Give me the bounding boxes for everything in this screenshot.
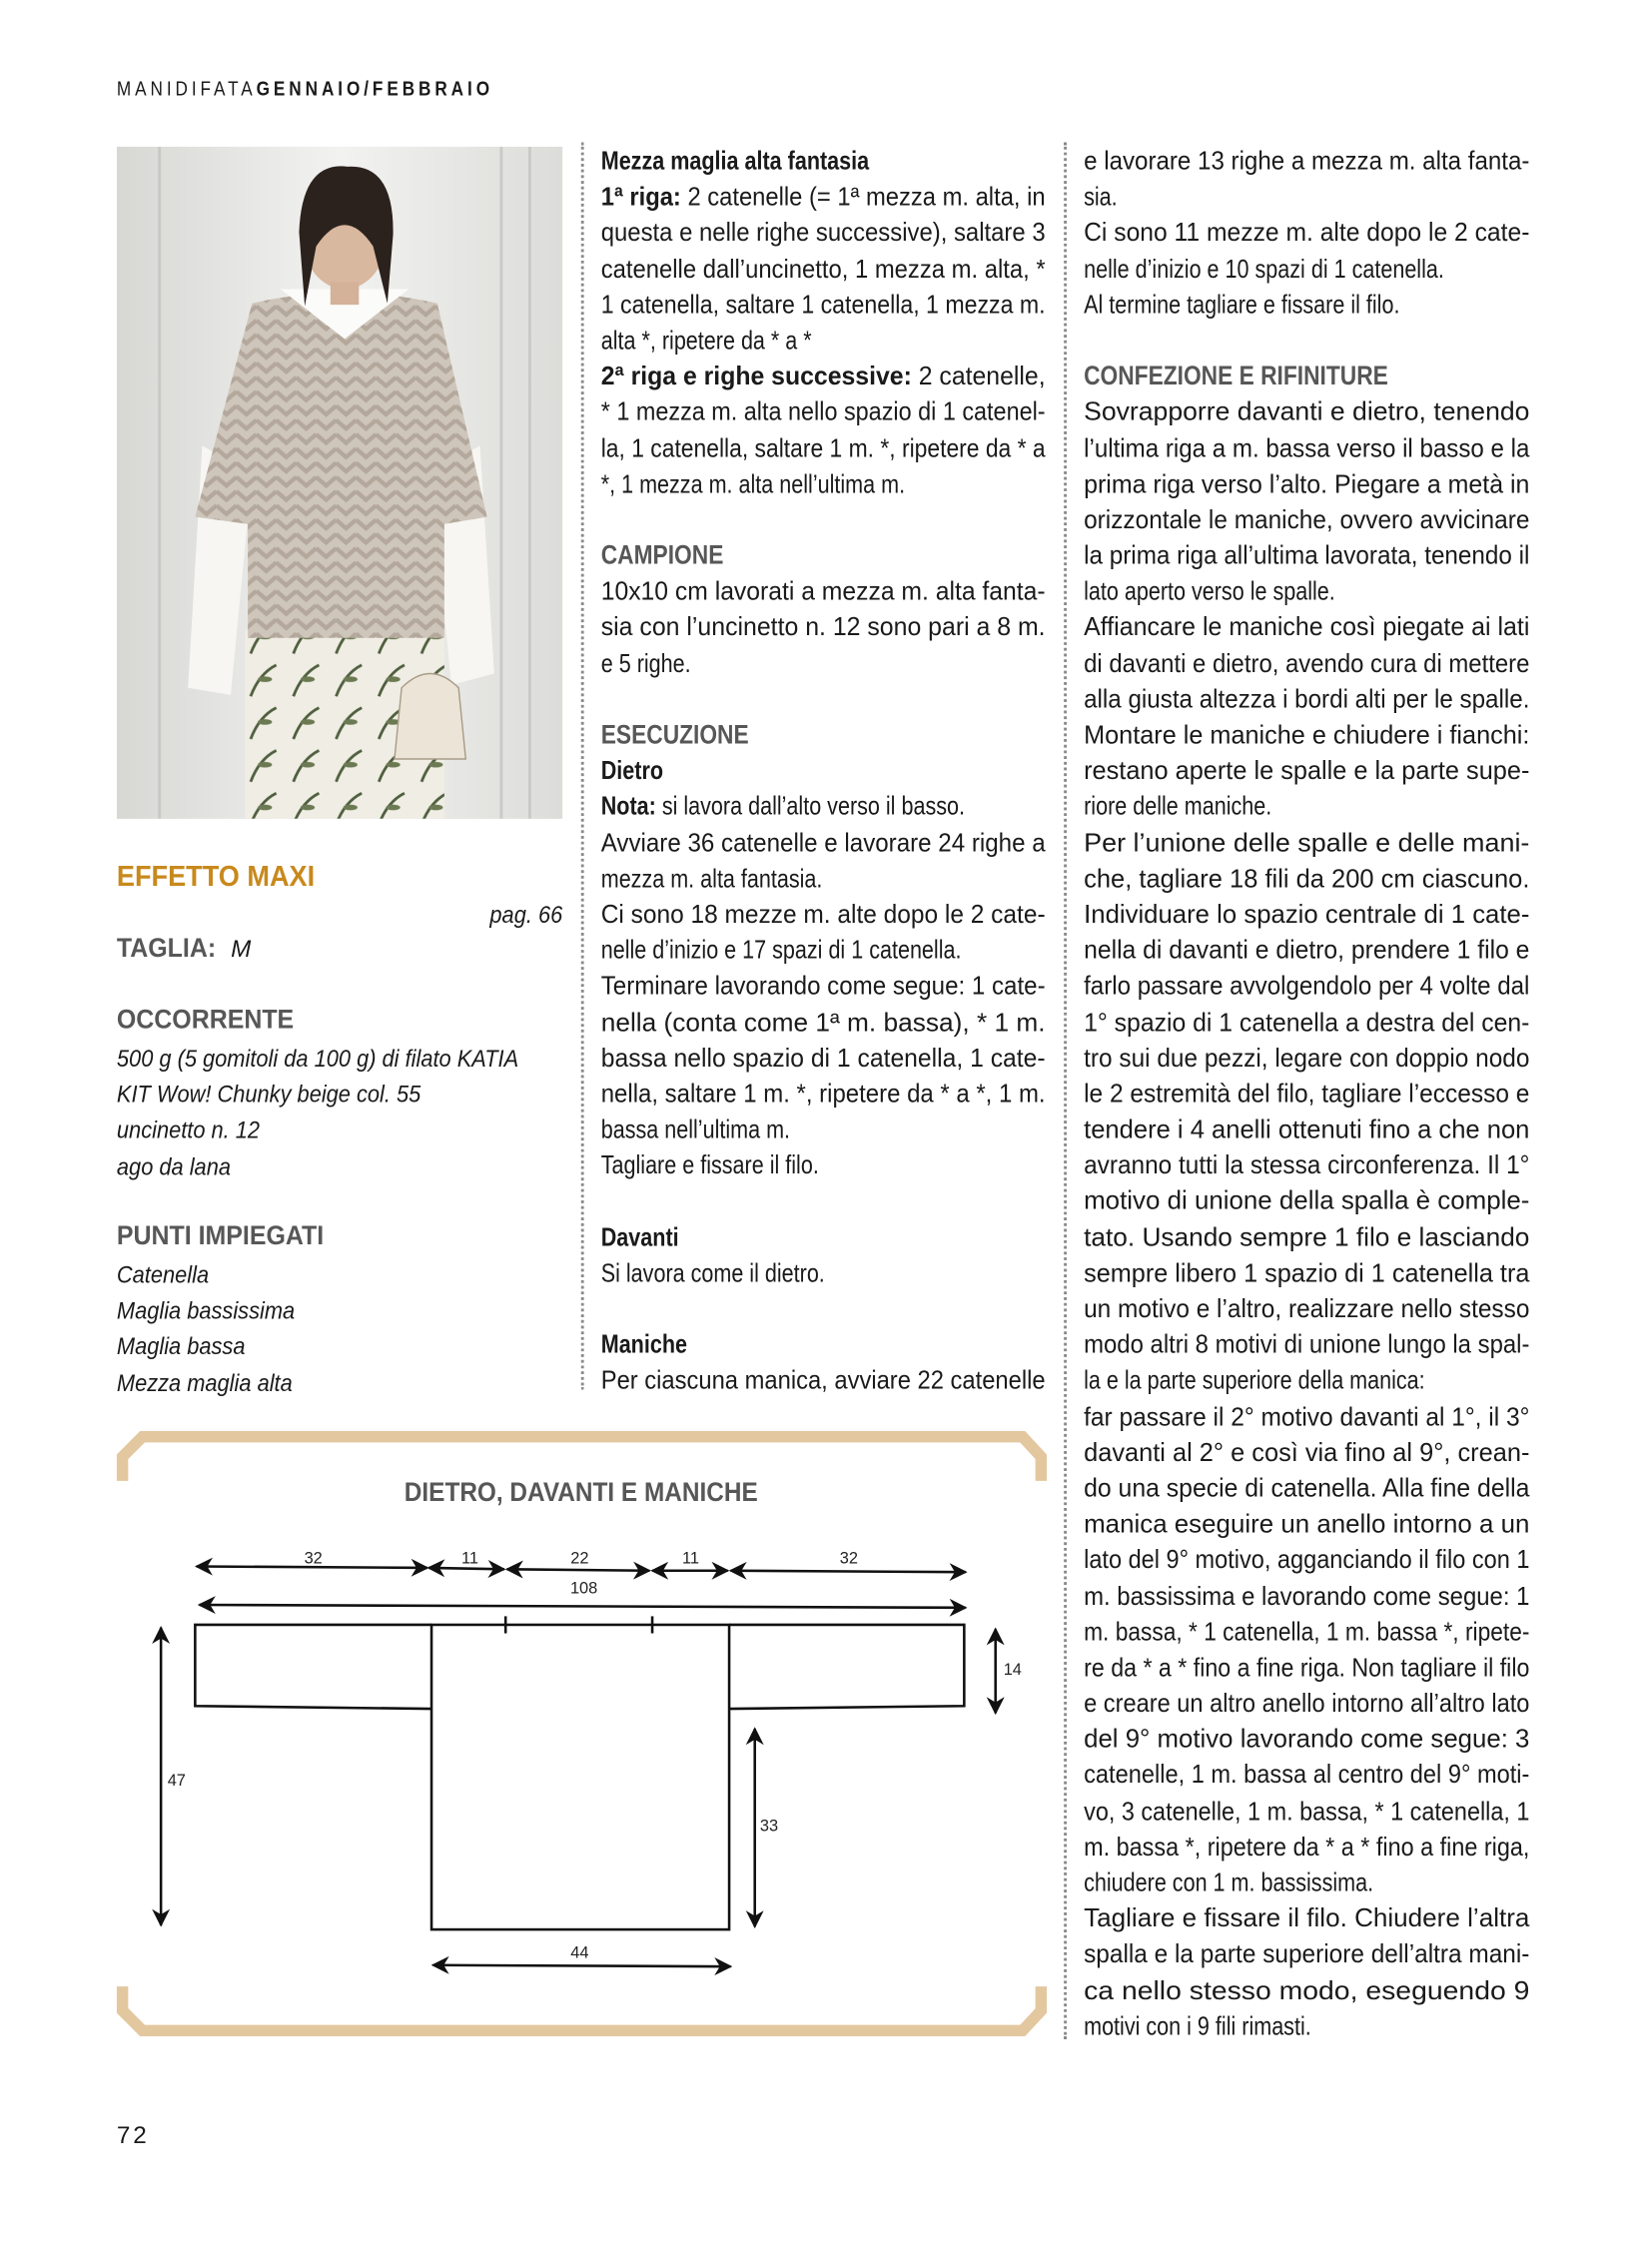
body-text: mezza m. alta fantasia. bbox=[600, 864, 823, 893]
body-text: nelle d’inizio e 17 spazi di 1 catenella. bbox=[600, 935, 962, 965]
arrow-shoulder-left bbox=[428, 1568, 504, 1569]
dim-label: 11 bbox=[461, 1549, 479, 1568]
body-text: re da * a * fino a fine riga. Non tagliare il filo bbox=[1084, 1653, 1530, 1682]
dim-label: 108 bbox=[569, 1579, 598, 1598]
body-text: sia. bbox=[1084, 182, 1118, 212]
heading-text: CONFEZIONE E RIFINITURE bbox=[1084, 362, 1388, 392]
body-text: sia con l’uncinetto n. 12 sono pari a 8 m. bbox=[600, 612, 1046, 642]
body-text: Sovrapporre davanti e dietro, tenendo bbox=[1084, 397, 1530, 426]
materials-item: ago da lana bbox=[116, 1152, 231, 1180]
body-text: m. bassissima e lavorando come segue: 1 bbox=[1084, 1581, 1530, 1610]
stitch-item: Mezza maglia alta bbox=[116, 1369, 293, 1397]
body-text: tro sui due pezzi, legare con doppio nodo bbox=[1084, 1043, 1530, 1073]
body-text: davanti al 2° e così via fino al 9°, crean- bbox=[1084, 1437, 1530, 1467]
heading-text: ESECUZIONE bbox=[600, 720, 749, 751]
body-text: l’ultima riga a m. bassa verso il basso e la bbox=[1084, 433, 1530, 462]
diagram-frame bbox=[123, 1437, 1042, 2031]
body-text: m. bassa, * 1 catenella, 1 m. bassa *, ripete- bbox=[1084, 1617, 1530, 1646]
body-text: nella di davanti e dietro, prendere 1 filo e bbox=[1084, 935, 1530, 965]
body-text: Individuare lo spazio centrale di 1 cate- bbox=[1084, 900, 1530, 929]
body-text: Tagliare e fissare il filo. bbox=[600, 1150, 819, 1180]
body-text: Ci sono 11 mezze m. alte dopo le 2 cate- bbox=[1084, 218, 1530, 248]
dim-label: 33 bbox=[759, 1817, 779, 1836]
body-text: nella, saltare 1 m. *, ripetere da * a *, 1 m. bbox=[600, 1079, 1046, 1109]
body-text: modo altri 8 motivi di unione lungo la spal- bbox=[1084, 1330, 1530, 1359]
body-piece bbox=[431, 1625, 729, 1929]
body-text: Ci sono 18 mezze m. alte dopo le 2 cate- bbox=[600, 900, 1046, 929]
body-text: restano aperte le spalle e la parte supe- bbox=[1084, 756, 1530, 785]
bold-text: Davanti bbox=[600, 1222, 679, 1251]
body-text: sempre libero 1 spazio di 1 catenella tra bbox=[1084, 1258, 1530, 1287]
body-text: e creare un altro anello intorno all’altro lato bbox=[1084, 1689, 1530, 1718]
body-text: motivo di unione della spalla è comple- bbox=[1084, 1186, 1530, 1215]
body-text: spalla e la parte superiore dell’altra mani- bbox=[1084, 1939, 1530, 1969]
dim-label: 47 bbox=[167, 1772, 186, 1791]
body-text: ca nello stesso modo, eseguendo 9 bbox=[1084, 1975, 1530, 2005]
body-text: un motivo e l’altro, realizzare nello stesso bbox=[1084, 1294, 1530, 1323]
body-text: chiudere con 1 m. bassissima. bbox=[1084, 1868, 1374, 1897]
body-text: Avviare 36 catenelle e lavorare 24 righe a bbox=[600, 828, 1046, 857]
body-text: vo, 3 catenelle, 1 m. bassa, * 1 catenella, 1 bbox=[1084, 1796, 1530, 1826]
dim-label: 44 bbox=[570, 1943, 589, 1962]
body-text: 2 catenelle (= 1ª mezza m. alta, in bbox=[687, 182, 1046, 212]
arrow-total-width bbox=[200, 1605, 966, 1608]
body-text: Per ciascuna manica, avviare 22 catenelle bbox=[600, 1365, 1046, 1395]
body-text: 1° spazio di 1 catenella a destra del cen- bbox=[1084, 1007, 1530, 1037]
dim-label: 32 bbox=[304, 1549, 323, 1568]
stitch-item: Catenella bbox=[116, 1261, 210, 1289]
arrow-body-width bbox=[432, 1965, 730, 1966]
stitch-item: Maglia bassa bbox=[116, 1333, 246, 1361]
body-text: orizzontale le maniche, ovvero avvicinare bbox=[1084, 505, 1530, 534]
body-text: che, tagliare 18 fili da 200 cm ciascuno. bbox=[1084, 864, 1530, 893]
body-text: prima riga verso l’alto. Piegare a metà in bbox=[1084, 469, 1530, 498]
materials-item: 500 g (5 gomitoli da 100 g) di filato KATIA bbox=[116, 1045, 519, 1073]
body-text: Affiancare le maniche così piegate ai lati bbox=[1084, 612, 1530, 642]
body-text: Terminare lavorando come segue: 1 cate- bbox=[600, 971, 1046, 1001]
bold-text: Mezza maglia alta fantasia bbox=[600, 146, 870, 176]
dim-label: 14 bbox=[1003, 1660, 1022, 1679]
body-text: 1 catenella, saltare 1 catenella, 1 mezza m. bbox=[600, 290, 1046, 320]
body-text: si lavora dall’alto verso il basso. bbox=[661, 792, 965, 821]
body-text: alla giusta altezza i bordi alti per le spalle. bbox=[1084, 684, 1530, 714]
page-reference: pag. 66 bbox=[489, 901, 563, 929]
materials-item: uncinetto n. 12 bbox=[116, 1117, 261, 1144]
dim-label: 32 bbox=[839, 1549, 858, 1568]
body-text: alta *, ripetere da * a * bbox=[600, 326, 812, 355]
pattern-title-text: EFFETTO MAXI bbox=[116, 861, 316, 894]
left-sleeve bbox=[195, 1625, 431, 1709]
body-text: questa e nelle righe successive), saltare 3 bbox=[600, 218, 1046, 248]
arrow-sleeve-right bbox=[730, 1571, 965, 1572]
body-text: la prima riga all’ultima lavorata, tenendo il bbox=[1084, 540, 1530, 570]
frame-top bbox=[123, 1437, 1042, 1481]
stitch-item: Maglia bassissima bbox=[116, 1297, 296, 1325]
size-value: M bbox=[231, 935, 252, 963]
heading-text: CAMPIONE bbox=[600, 540, 724, 571]
body-text: lato del 9° motivo, agganciando il filo con 1 bbox=[1084, 1545, 1530, 1575]
materials-heading: OCCORRENTE bbox=[116, 1005, 295, 1036]
body-text: Montare le maniche e chiudere i fianchi: bbox=[1084, 720, 1530, 750]
body-text: del 9° motivo lavorando come segue: 3 bbox=[1084, 1725, 1530, 1754]
body-text: m. bassa *, ripetere da * a * fino a fine riga, bbox=[1084, 1832, 1530, 1862]
body-text: catenelle, 1 m. bassa al centro del 9° moti- bbox=[1084, 1761, 1530, 1790]
body-text: tato. Usando sempre 1 filo e lasciando bbox=[1084, 1222, 1530, 1251]
body-text: manica eseguire un anello intorno a un bbox=[1084, 1509, 1530, 1539]
body-text: Tagliare e fissare il filo. Chiudere l’altra bbox=[1084, 1903, 1530, 1933]
bold-text: Nota: bbox=[600, 792, 662, 821]
size-label: TAGLIA: bbox=[116, 934, 217, 965]
body-text: nelle d’inizio e 10 spazi di 1 catenella. bbox=[1084, 254, 1444, 284]
stitches-heading: PUNTI IMPIEGATI bbox=[116, 1221, 325, 1252]
body-text: bassa nello spazio di 1 catenella, 1 cate- bbox=[600, 1043, 1046, 1073]
body-text: motivi con i 9 fili rimasti. bbox=[1084, 2011, 1311, 2040]
body-text: 10x10 cm lavorati a mezza m. alta fanta- bbox=[600, 576, 1046, 606]
body-text: *, 1 mezza m. alta nell’ultima m. bbox=[600, 469, 906, 498]
body-text: tendere i 4 anelli ottenuti fino a che non bbox=[1084, 1115, 1530, 1144]
bold-text: 2ª riga e righe successive: bbox=[600, 362, 919, 390]
body-text: bassa nell’ultima m. bbox=[600, 1115, 791, 1144]
body-text: Si lavora come il dietro. bbox=[600, 1258, 825, 1287]
dim-label: 22 bbox=[570, 1549, 589, 1568]
arrow-neck bbox=[507, 1569, 650, 1570]
body-text: nella (conta come 1ª m. bassa), * 1 m. bbox=[600, 1007, 1046, 1037]
body-text: riore delle maniche. bbox=[1084, 792, 1272, 821]
bold-text: 1ª riga: bbox=[600, 182, 688, 212]
body-text: e 5 righe. bbox=[600, 648, 691, 678]
materials-item: KIT Wow! Chunky beige col. 55 bbox=[116, 1081, 421, 1109]
diagram-title: DIETRO, DAVANTI E MANICHE bbox=[404, 1477, 758, 1508]
body-text: catenelle dall’uncinetto, 1 mezza m. alta, * bbox=[600, 254, 1046, 284]
body-text: la, 1 catenella, saltare 1 m. *, ripetere da * a bbox=[600, 433, 1046, 462]
frame-bottom bbox=[123, 1986, 1042, 2030]
body-text: le 2 estremità del filo, tagliare l’eccesso e bbox=[1084, 1079, 1530, 1109]
page-number: 72 bbox=[116, 2121, 150, 2149]
body-text: * 1 mezza m. alta nello spazio di 1 catenel- bbox=[600, 397, 1046, 426]
body-text: far passare il 2° motivo davanti al 1°, il 3° bbox=[1084, 1401, 1530, 1431]
body-text: Per l’unione delle spalle e delle mani- bbox=[1084, 828, 1530, 857]
body-text: do una specie di catenella. Alla fine della bbox=[1084, 1473, 1530, 1503]
dimension-arrows bbox=[161, 1566, 996, 1966]
body-text: 2 catenelle, bbox=[918, 362, 1046, 390]
issue-name: GENNAIO/FEBBRAIO bbox=[256, 76, 493, 100]
body-text: Al termine tagliare e fissare il filo. bbox=[1084, 290, 1400, 320]
body-text: la e la parte superiore della manica: bbox=[1084, 1365, 1425, 1395]
body-text: e lavorare 13 righe a mezza m. alta fanta- bbox=[1084, 146, 1530, 176]
body-text: di davanti e dietro, avendo cura di mettere bbox=[1084, 648, 1530, 678]
body-text: avranno tutti la stessa circonferenza. Il 1° bbox=[1084, 1150, 1530, 1180]
bold-text: Maniche bbox=[600, 1330, 688, 1359]
magazine-name: MANIDIFATA bbox=[116, 76, 257, 100]
right-sleeve bbox=[729, 1625, 964, 1709]
bold-text: Dietro bbox=[600, 756, 664, 785]
dim-label: 11 bbox=[682, 1549, 700, 1568]
body-text: farlo passare avvolgendolo per 4 volte dal bbox=[1084, 971, 1530, 1001]
garment-outline bbox=[195, 1616, 964, 1929]
body-text: lato aperto verso le spalle. bbox=[1084, 576, 1335, 606]
